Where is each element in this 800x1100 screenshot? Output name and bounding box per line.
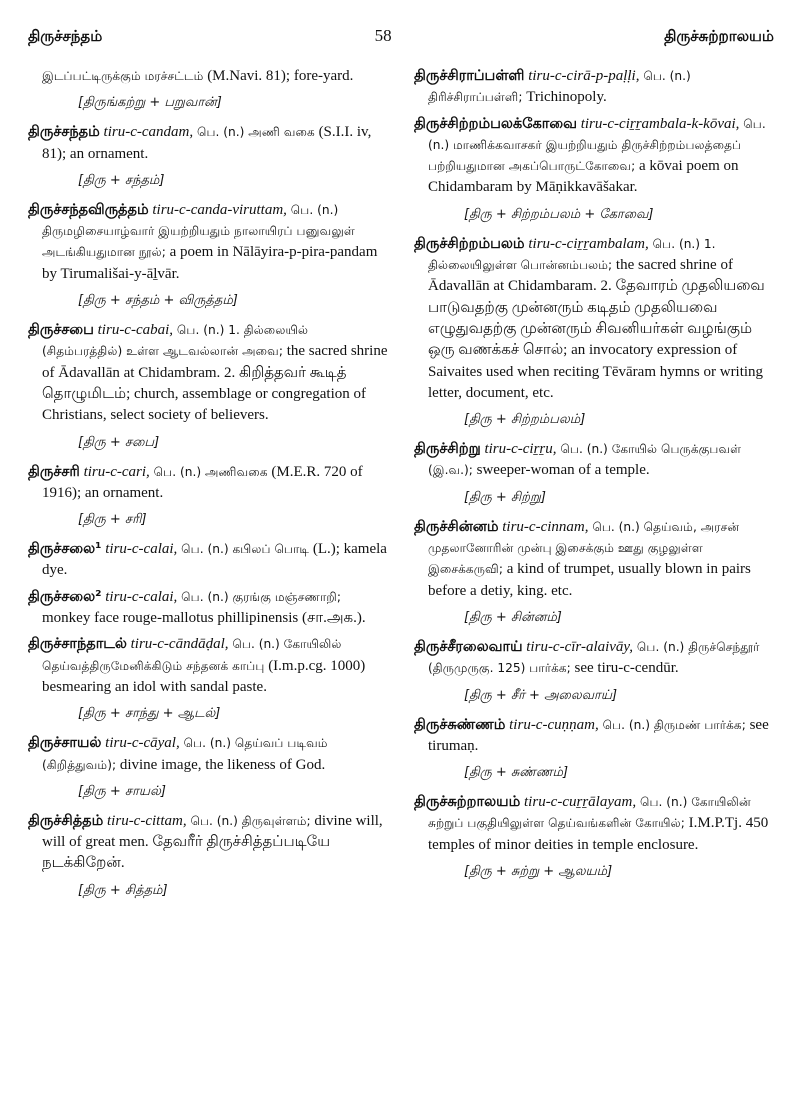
- entry-headword: திருச்சீரலைவாய்: [414, 638, 523, 655]
- entry-english-definition: (M.E.R. 720 of 1916); an ornament.: [42, 463, 363, 501]
- dictionary-entry: [414, 439, 774, 482]
- entry-headword: திருச்சபை: [28, 322, 94, 339]
- dictionary-entry: [414, 66, 774, 109]
- entry-tamil-definition: பெ. (n.) கோயிலின் சுற்றுப் பகுதியிலுள்ள தெய்வங்களின் கோயில்;: [428, 795, 751, 831]
- entry-english-definition: (I.m.p.cg. 1000) besmearing an idol with sandal paste.: [42, 657, 366, 695]
- entry-continuation: [28, 66, 388, 87]
- entry-tamil-definition: பெ. (n.) 1. தில்லையில் (சிதம்பரத்தில்) உள்ள ஆடவல்லான் அவை;: [42, 323, 309, 359]
- entry-transliteration: tiru-c-cirā-p-paḷḷi,: [528, 68, 640, 84]
- etymology-line: [திரு + சிற்றம்பலம்]: [464, 412, 586, 428]
- entry-english-definition: the sacred shrine of Ādavallān at Chidambram. 2. கிறித்தவர் கூடித் தொழுமிடம்; church, assemblage or congregation of Christians, select society of believers.: [42, 343, 388, 424]
- entry-headword: திருச்சாயல்: [28, 735, 102, 752]
- entry-english-definition: monkey face rouge-mallotus phillipinensis (சா.அக.).: [42, 610, 366, 627]
- entry-transliteration: tiru-c-cuṟṟālayam,: [524, 794, 637, 811]
- entry-tamil-definition: பெ. (n.) கபிலப் பொடி: [177, 542, 310, 557]
- entry-headword: திருச்சுண்ணம்: [414, 716, 506, 733]
- entry-transliteration: tiru-c-cāndāḍal,: [130, 636, 229, 653]
- entry-english-definition: (S.I.I. iv, 81); an ornament.: [42, 124, 372, 162]
- etymology-line: [திரு + சபை]: [78, 434, 160, 450]
- dictionary-entry: [28, 320, 388, 426]
- dictionary-entry: [414, 715, 774, 758]
- entry-english-definition: sweeper-woman of a temple.: [472, 462, 650, 479]
- entry-english-definition: divine image, the likeness of God.: [116, 756, 326, 773]
- dictionary-entry: [28, 200, 388, 285]
- entry-tamil-definition: பெ. (n.) திருவுள்ளம்;: [186, 813, 311, 828]
- entry-transliteration: tiru-c-cāyal,: [105, 735, 180, 752]
- dictionary-entry: [28, 587, 388, 630]
- entry-english-definition: (L.); kamela dye.: [42, 541, 387, 579]
- entry-tamil-definition: பெ. (n.) அணி வகை: [193, 125, 315, 140]
- left-column: [28, 66, 388, 910]
- dictionary-entry: [28, 539, 388, 582]
- entry-transliteration: tiru-c-cinnam,: [502, 518, 589, 535]
- etymology-line: [திரு + சிற்று]: [464, 489, 546, 505]
- entry-transliteration: tiru-c-ciṟṟambalam,: [528, 235, 649, 252]
- entry-english-definition: divine will, will of great men. தேவரீர் திருச்சித்தப்படியே நடக்கிறேன்.: [42, 812, 383, 872]
- continued-english-text: (M.Navi. 81); fore-yard.: [203, 68, 354, 84]
- dictionary-entry: [28, 634, 388, 698]
- entry-transliteration: tiru-c-candam,: [103, 124, 194, 141]
- entry-headword: திருச்சந்தவிருத்தம்: [28, 201, 149, 218]
- left-running-head: திருச்சந்தம்: [28, 27, 103, 45]
- entry-transliteration: tiru-c-ciṟṟambala-k-kōvai,: [580, 115, 740, 132]
- entry-tamil-definition: பெ. (n.) திருமழிசையாழ்வார் இயற்றியதும் நாலாயிரப் பனுவலுள் அடங்கியதுமான நூல்;: [42, 202, 355, 260]
- etymology-line: [திரு + சின்னம்]: [464, 609, 562, 625]
- entry-tamil-definition: பெ. (n.) 1. தில்லையிலுள்ள பொன்னம்பலம்;: [428, 236, 716, 273]
- entry-headword: திருச்சிற்று: [414, 441, 481, 458]
- dictionary-entry: [414, 517, 774, 602]
- page-number: 58: [374, 26, 392, 45]
- entry-transliteration: tiru-c-ciṟṟu,: [484, 441, 557, 458]
- dictionary-entry: [28, 733, 388, 776]
- dictionary-entry: [28, 811, 388, 875]
- dictionary-entry: [414, 792, 774, 856]
- entry-english-definition: Trichinopoly.: [522, 89, 607, 106]
- entry-headword: திருச்சித்தம்: [28, 812, 104, 829]
- etymology-line: [திரு + சந்தம்]: [78, 172, 165, 188]
- entry-tamil-definition: பெ. (n.) அணிவகை: [149, 464, 268, 479]
- dictionary-entry: [414, 234, 774, 404]
- entry-tamil-definition: பெ. (n.) தெய்வப் படிவம் (கிறித்துவம்);: [42, 736, 328, 772]
- continued-tamil-text: இடப்பட்டிருக்கும் மரச்சட்டம்: [42, 69, 204, 83]
- entry-transliteration: tiru-c-cuṇṇam,: [509, 716, 599, 733]
- entry-english-definition: a poem in Nālāyira-p-pira-pandam by Tirumališai-y-āḻvār.: [42, 244, 378, 282]
- entry-transliteration: tiru-c-calai,: [105, 588, 178, 605]
- entry-english-definition: the sacred shrine of Ādavallān at Chidambaram. 2. தேவாரம் முதலியவை பாடுவதற்கு முன்னரும் கடிதம் முதலியவை எழுதுவதற்கு முன்னரும் சிவனியர்கள் வழங்கும் ஒரு வணக்கச் சொல்; an invocatory expression of Saivaites used when reciting Tēvāram hymns or writing letter, document, etc.: [428, 257, 765, 401]
- entry-english-definition: see tirumaṇ.: [428, 716, 769, 754]
- entry-headword: திருச்சின்னம்: [414, 518, 499, 535]
- entry-transliteration: tiru-c-cīr-alaivāy,: [526, 638, 634, 655]
- etymology-line: [திரு + சித்தம்]: [78, 882, 168, 898]
- etymology-line: [திரு + சுற்று + ஆலயம்]: [464, 864, 613, 880]
- entry-transliteration: tiru-c-calai,: [105, 541, 178, 558]
- etymology-line: [திரு + சிற்றம்பலம் + கோவை]: [464, 206, 654, 222]
- right-column: [414, 66, 774, 910]
- entry-headword: திருச்சந்தம்: [28, 124, 100, 141]
- entry-tamil-definition: பெ. (n.) திருச்செந்தூர் (திருமுருகு. 125) பார்க்க;: [428, 639, 760, 676]
- etymology-line: [திரு + சாயல்]: [78, 783, 166, 799]
- dictionary-entry: [28, 122, 388, 165]
- entry-english-definition: a kind of trumpet, usually blown in pairs before a detiy, king. etc.: [428, 561, 751, 599]
- dictionary-entry: [414, 114, 774, 199]
- right-running-head: திருச்சுற்றாலயம்: [664, 27, 774, 45]
- page-header: [28, 26, 774, 66]
- dictionary-entry: [28, 462, 388, 505]
- entry-tamil-definition: பெ. (n.) கோயிலில் தெய்வத்திருமேனிக்கிடும் சந்தனக் காப்பு: [42, 637, 342, 673]
- entry-tamil-definition: பெ. (n.) திரிச்சிராப்பள்ளி;: [428, 69, 691, 105]
- etymology-line: [திரு + சரி]: [78, 512, 147, 528]
- entry-headword: திருச்சிற்றம்பலக்கோவை: [414, 115, 577, 132]
- two-column-body: [28, 66, 774, 910]
- entry-headword: திருச்சுற்றாலயம்: [414, 794, 521, 811]
- etymology-line: [திருங்கற்று + பறுவான்]: [78, 95, 222, 111]
- entry-tamil-definition: பெ. (n.) தெய்வம், அரசன் முதலானோரின் முன்பு இசைக்கும் ஊது குழலுள்ள இசைக்கருவி;: [428, 519, 740, 577]
- etymology-line: [திரு + சாந்து + ஆடல்]: [78, 706, 221, 722]
- etymology-line: [திரு + சீர் + அலைவாய்]: [464, 687, 618, 703]
- entry-headword: திருச்சலை²: [28, 588, 102, 605]
- etymology-line: [திரு + சுண்ணம்]: [464, 765, 569, 781]
- entry-headword: திருச்சிற்றம்பலம்: [414, 235, 525, 252]
- entry-english-definition: a kōvai poem on Chidambaram by Māṇikkavāšakar.: [428, 158, 739, 196]
- dictionary-entry: [414, 637, 774, 680]
- entry-english-definition: I.M.P.Tj. 450 temples of minor deities in temple enclosure.: [428, 815, 769, 853]
- entry-tamil-definition: பெ. (n.) திருமண் பார்க்க;: [598, 717, 746, 732]
- entry-english-definition: see tiru-c-cendūr.: [570, 660, 679, 677]
- entry-tamil-definition: பெ. (n.) கோயில் பெருக்குபவள் (இ.வ.);: [428, 442, 742, 478]
- entry-headword: திருச்சாந்தாடல்: [28, 636, 127, 653]
- etymology-line: [திரு + சந்தம் + விருத்தம்]: [78, 293, 238, 309]
- entry-headword: திருச்சரி: [28, 463, 80, 480]
- entry-headword: திருச்சிராப்பள்ளி: [414, 68, 525, 84]
- entry-transliteration: tiru-c-cari,: [83, 463, 150, 480]
- entry-transliteration: tiru-c-canda-viruttam,: [152, 201, 287, 218]
- entry-headword: திருச்சலை¹: [28, 541, 102, 558]
- entry-tamil-definition: பெ. (n.) குரங்கு மஞ்சணாறி;: [177, 589, 341, 604]
- entry-transliteration: tiru-c-cabai,: [97, 322, 174, 339]
- entry-transliteration: tiru-c-cittam,: [107, 812, 187, 829]
- entry-tamil-definition: பெ. (n.) மாணிக்கவாசகர் இயற்றியதும் திருச்சிற்றம்பலத்தைப் பற்றியதுமான அகப்பொருட்கோவை;: [428, 116, 766, 174]
